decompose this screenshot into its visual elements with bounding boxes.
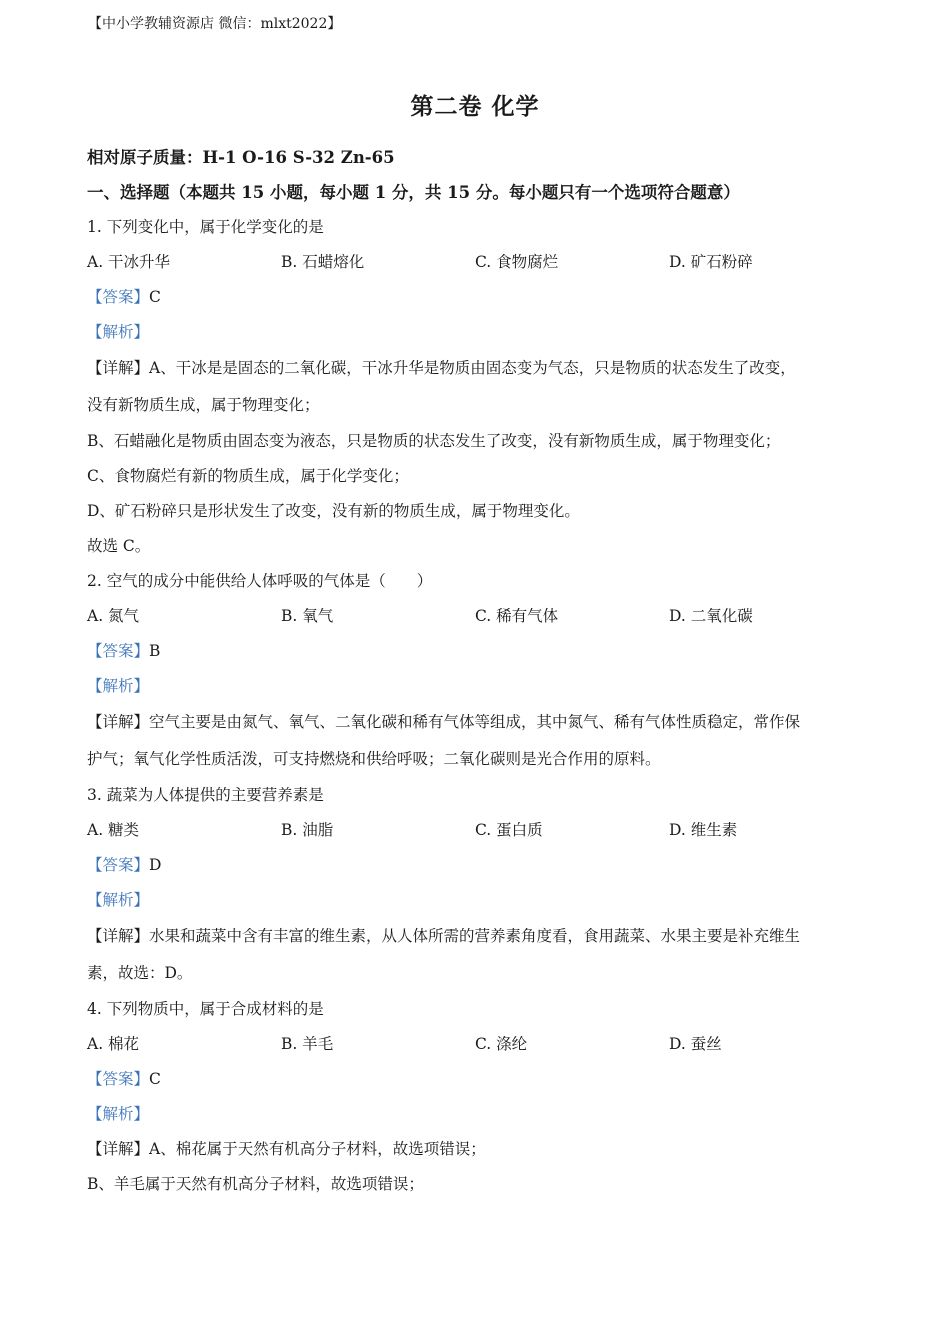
- page-title: 第二卷 化学: [410, 93, 540, 120]
- question-options: [87, 1027, 877, 1062]
- detail-line: [87, 1132, 877, 1167]
- analysis-line: [87, 883, 877, 918]
- detail-line: B、羊毛属于天然有机高分子材料，故选项错误；: [87, 1175, 424, 1193]
- question-stem: 1. 下列变化中，属于化学变化的是: [87, 218, 324, 236]
- answer-value: B: [149, 642, 161, 660]
- option-a: A. 棉花: [87, 1035, 140, 1053]
- detail-line: 没有新物质生成，属于物理变化；: [87, 396, 320, 414]
- header-note: 【中小学教辅资源店 微信：mlxt2022】: [88, 16, 342, 32]
- question-stem: 3. 蔬菜为人体提供的主要营养素是: [87, 786, 324, 804]
- detail-line: [87, 704, 877, 741]
- section-heading: 一、选择题（本题共 15 小题，每小题 1 分，共 15 分。每小题只有一个选项符合题意）: [87, 183, 740, 202]
- detail-label: 【详解】: [87, 359, 150, 377]
- atomic-mass-line: 相对原子质量：H-1 O-16 S-32 Zn-65: [87, 148, 395, 167]
- answer-value: C: [149, 1070, 161, 1088]
- answer-line: [87, 280, 877, 315]
- detail-line: B、石蜡融化是物质由固态变为液态，只是物质的状态发生了改变，没有新物质生成，属于物理变化；: [87, 432, 781, 450]
- analysis-line: [87, 315, 877, 350]
- answer-label: 【答案】: [87, 1070, 150, 1088]
- answer-label: 【答案】: [87, 642, 150, 660]
- option-b: B. 油脂: [281, 821, 334, 839]
- option-d: D. 蚕丝: [669, 1035, 722, 1053]
- question-4: [87, 992, 877, 1202]
- analysis-label: 【解析】: [87, 677, 150, 695]
- detail-line: 护气；氧气化学性质活泼，可支持燃烧和供给呼吸；二氧化碳则是光合作用的原料。: [87, 750, 661, 768]
- answer-line: [87, 634, 877, 669]
- option-a: A. 糖类: [87, 821, 140, 839]
- question-options: [87, 599, 877, 634]
- analysis-line: [87, 669, 877, 704]
- answer-line: [87, 1062, 877, 1097]
- option-c: C. 食物腐烂: [475, 253, 559, 271]
- detail-text: A、棉花属于天然有机高分子材料，故选项错误；: [149, 1140, 486, 1158]
- question-stem: 2. 空气的成分中能供给人体呼吸的气体是（ ）: [87, 572, 433, 590]
- option-a: A. 氮气: [87, 607, 140, 625]
- question-stem: 4. 下列物质中，属于合成材料的是: [87, 1000, 324, 1018]
- answer-line: [87, 848, 877, 883]
- option-c: C. 蛋白质: [475, 821, 543, 839]
- answer-value: C: [149, 288, 161, 306]
- detail-line: D、矿石粉碎只是形状发生了改变，没有新的物质生成，属于物理变化。: [87, 502, 580, 520]
- detail-line: [87, 918, 877, 955]
- detail-text: A、干冰是是固态的二氧化碳，干冰升华是物质由固态变为气态，只是物质的状态发生了改变，: [149, 359, 796, 377]
- option-d: D. 维生素: [669, 821, 738, 839]
- option-a: A. 干冰升华: [87, 253, 171, 271]
- detail-line: [87, 350, 877, 387]
- question-options: [87, 245, 877, 280]
- detail-line: 故选 C。: [87, 537, 151, 555]
- option-b: B. 石蜡熔化: [281, 253, 365, 271]
- question-2: [87, 564, 877, 778]
- analysis-label: 【解析】: [87, 1105, 150, 1123]
- analysis-label: 【解析】: [87, 323, 150, 341]
- question-1: [87, 210, 877, 564]
- answer-value: D: [149, 856, 162, 874]
- option-b: B. 氧气: [281, 607, 334, 625]
- option-d: D. 矿石粉碎: [669, 253, 753, 271]
- detail-text: 空气主要是由氮气、氧气、二氧化碳和稀有气体等组成，其中氮气、稀有气体性质稳定，常作保: [149, 713, 801, 731]
- detail-text: 水果和蔬菜中含有丰富的维生素，从人体所需的营养素角度看，食用蔬菜、水果主要是补充维生: [149, 927, 801, 945]
- answer-label: 【答案】: [87, 288, 150, 306]
- detail-label: 【详解】: [87, 927, 150, 945]
- answer-label: 【答案】: [87, 856, 150, 874]
- question-3: [87, 778, 877, 992]
- analysis-label: 【解析】: [87, 891, 150, 909]
- option-c: C. 稀有气体: [475, 607, 559, 625]
- option-d: D. 二氧化碳: [669, 607, 753, 625]
- detail-label: 【详解】: [87, 1140, 150, 1158]
- option-b: B. 羊毛: [281, 1035, 334, 1053]
- question-options: [87, 813, 877, 848]
- detail-label: 【详解】: [87, 713, 150, 731]
- detail-line: 素，故选：D。: [87, 964, 193, 982]
- document-content: [87, 140, 877, 1202]
- analysis-line: [87, 1097, 877, 1132]
- option-c: C. 涤纶: [475, 1035, 528, 1053]
- detail-line: C、食物腐烂有新的物质生成，属于化学变化；: [87, 467, 409, 485]
